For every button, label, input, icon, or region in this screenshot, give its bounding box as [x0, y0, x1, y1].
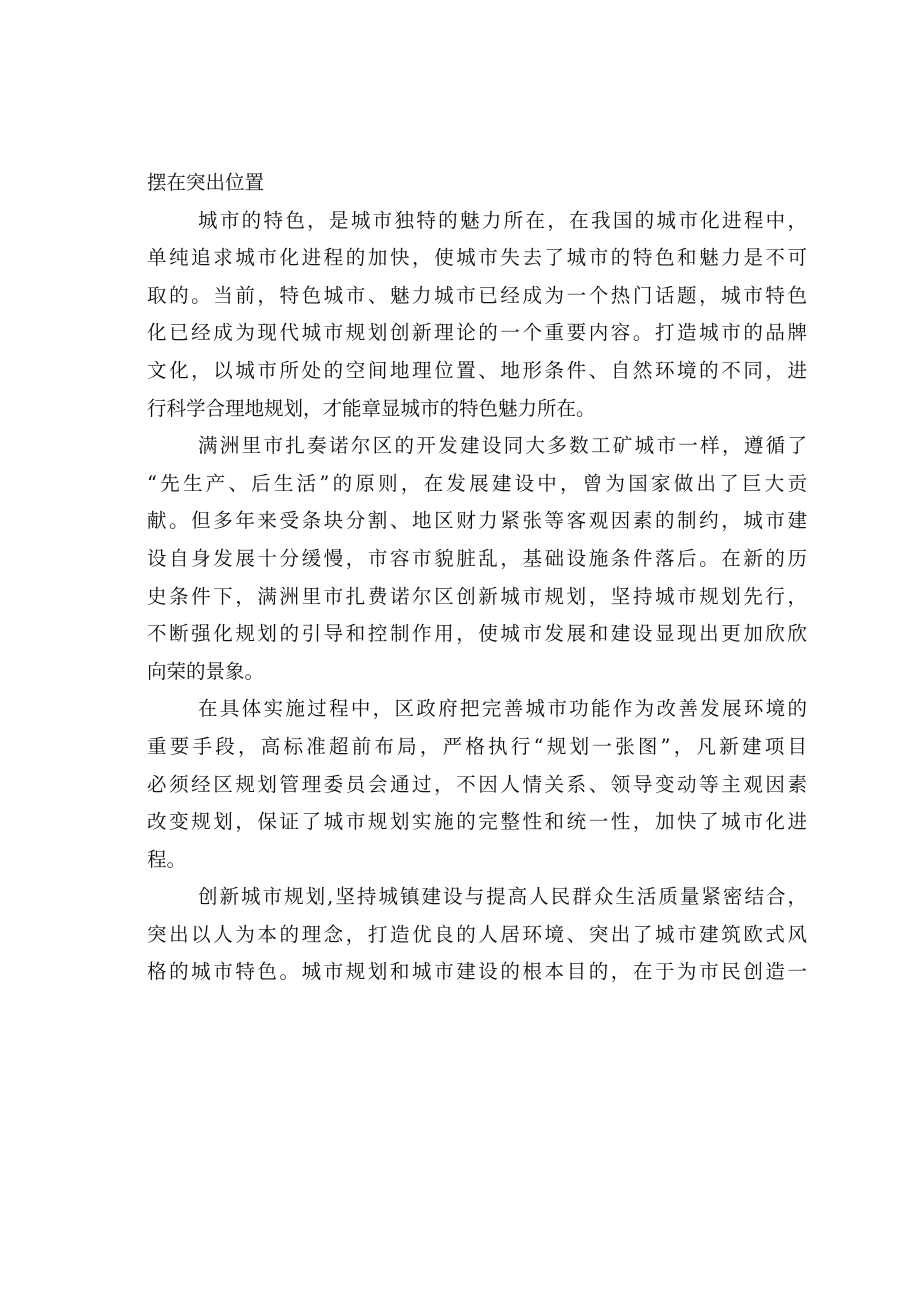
text-line: 取的。当前，特色城市、魅力城市已经成为一个热门话题，城市特色: [147, 283, 807, 307]
text-line: 重要手段，高标准超前布局，严格执行“规划一张图”，凡新建项目: [147, 734, 807, 758]
text-line: 满洲里市扎奏诺尔区的开发建设同大多数工矿城市一样，遵循了: [198, 434, 807, 458]
text-line: 在具体实施过程中，区政府把完善城市功能作为改善发展环境的: [198, 697, 807, 721]
text-line: 改变规划，保证了城市规划实施的完整性和统一性，加快了城市化进: [147, 810, 807, 834]
text-line: 向荣的景象。: [147, 659, 265, 683]
text-line: 文化，以城市所处的空间地理位置、地形条件、自然环境的不同，进: [147, 358, 807, 382]
text-line: 单纯追求城市化进程的加快，使城市失去了城市的特色和魅力是不可: [147, 246, 807, 270]
text-line: 创新城市规划,坚持城镇建设与提高人民群众生活质量紧密结合，: [198, 885, 807, 909]
body-text: [147, 164, 807, 991]
text-line: 必须经区规划管理委员会通过，不因人情关系、领导变动等主观因素: [147, 772, 807, 796]
text-line: 行科学合理地规划，才能章显城市的特色魅力所在。: [147, 396, 596, 420]
text-line: 设自身发展十分缓慢，市容市貌脏乱，基础设施条件落后。在新的历: [147, 546, 807, 570]
text-line: 不断强化规划的引导和控制作用，使城市发展和建设显现出更加欣欣: [147, 622, 807, 646]
text-line: 格的城市特色。城市规划和城市建设的根本目的，在于为市民创造一: [147, 960, 807, 984]
text-line: 程。: [147, 847, 187, 871]
text-line: 突出以人为本的理念，打造优良的人居环境、突出了城市建筑欧式风: [147, 922, 807, 946]
text-line: 献。但多年来受条块分割、地区财力紧张等客观因素的制约，城市建: [147, 509, 807, 533]
text-line: 摆在突出位置: [147, 171, 265, 194]
text-line: 化已经成为现代城市规划创新理论的一个重要内容。打造城市的品牌: [147, 321, 807, 345]
text-line: “先生产、后生活”的原则，在发展建设中，曾为国家做出了巨大贡: [147, 471, 807, 495]
text-line: 史条件下，满洲里市扎费诺尔区创新城市规划，坚持城市规划先行，: [147, 584, 807, 608]
text-line: 城市的特色，是城市独特的魅力所在，在我国的城市化进程中，: [198, 208, 807, 232]
